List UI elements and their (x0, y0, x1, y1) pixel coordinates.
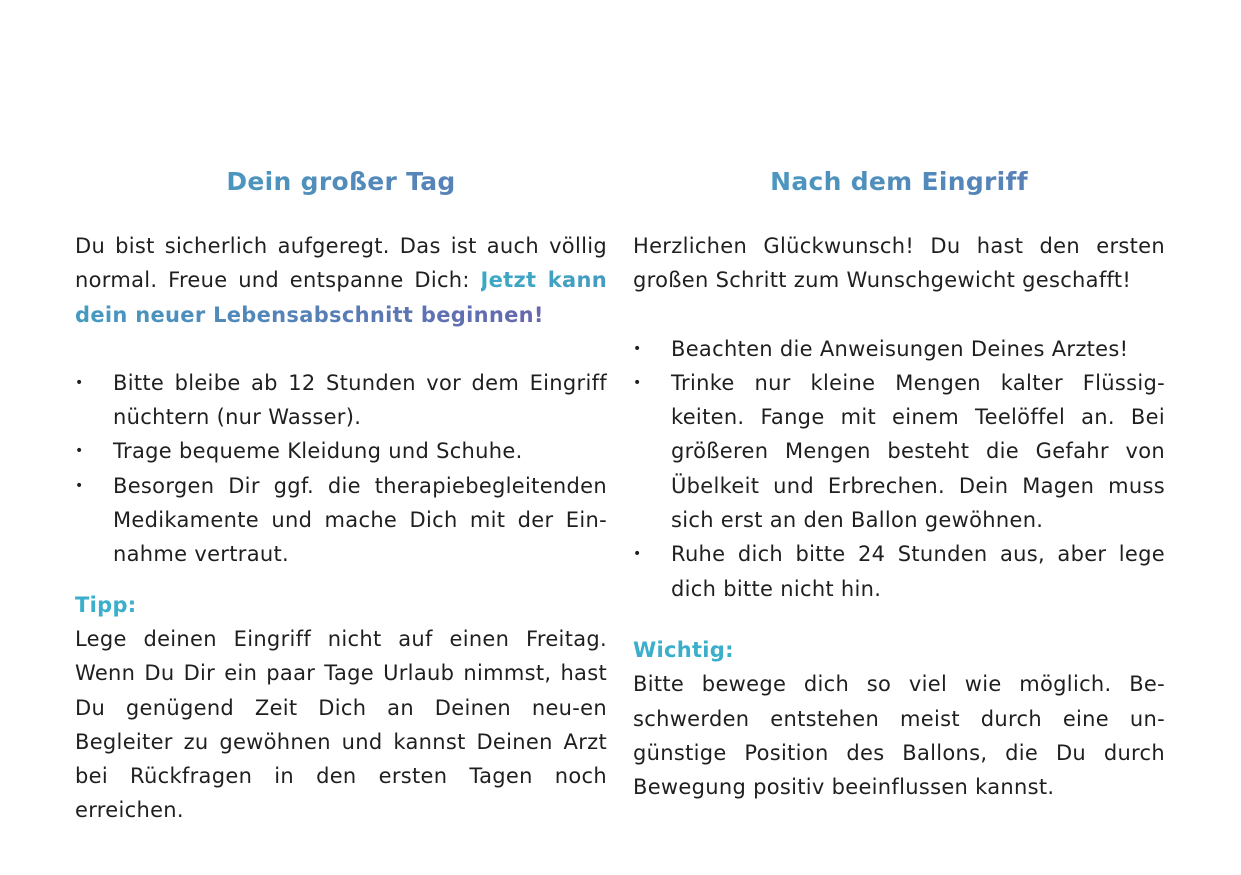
right-bullet-list (633, 332, 1165, 606)
list-item-text: Beachten die Anweisungen Deines Arztes! (671, 336, 1129, 361)
right-column (633, 162, 1165, 804)
left-intro-text: Du bist sicherlich aufgeregt. Das ist auch völlig normal. Freue und entspanne Dich: (75, 234, 607, 293)
bullet-icon: • (633, 340, 642, 357)
right-intro: Herzlichen Glückwunsch! Du hast den ersten großen Schritt zum Wunschgewicht geschafft! (633, 234, 1165, 293)
right-column-title: Nach dem Eingriff (633, 162, 1165, 202)
list-item-text: Besorgen Dir ggf. die therapiebegleitenden Medikamente und mache Dich mit der Ein-nahme vertraut. (113, 473, 607, 567)
list-item-text: Ruhe dich bitte 24 Stunden aus, aber lege dich bitte nicht hin. (671, 542, 1165, 601)
bullet-icon: • (633, 374, 642, 391)
important-text: Bitte bewege dich so viel wie möglich. Be-schwerden entstehen meist durch eine un-günstige Position des Ballons, die Du durch Bewegung positiv beeinflussen kannst. (633, 672, 1165, 800)
list-item (633, 332, 1165, 366)
left-intro (75, 229, 607, 332)
list-item (633, 537, 1165, 606)
spacer (633, 298, 1165, 332)
list-item (633, 366, 1165, 537)
bullet-icon: • (75, 374, 84, 391)
left-column-title: Dein großer Tag (75, 162, 607, 202)
bullet-icon: • (75, 443, 84, 460)
left-column (75, 162, 607, 828)
bullet-icon: • (75, 477, 84, 494)
tip-text: Lege deinen Eingriff nicht auf einen Freitag. Wenn Du Dir ein paar Tage Urlaub nimmst, hast Du genügend Zeit Dich an Deinen neu-en Begleiter zu gewöhnen und kannst Deinen Arzt bei Rückfragen in den ersten Tagen noch erreichen. (75, 626, 607, 823)
list-item (75, 434, 607, 468)
important-label: Wichtig: (633, 637, 734, 662)
left-bullet-list (75, 366, 607, 572)
spacer (75, 332, 607, 366)
left-intro-highlight: Jetzt kann dein neuer Lebensabschnitt beginnen! (75, 268, 607, 327)
tip-label: Tipp: (75, 592, 137, 617)
list-item-text: Trinke nur kleine Mengen kalter Flüssig-keiten. Fange mit einem Teelöffel an. Bei größeren Mengen besteht die Gefahr von Übelkeit und Erbrechen. Dein Magen muss sich erst an den Ballon gewöhnen. (671, 370, 1165, 533)
list-item (75, 366, 607, 435)
list-item-text: Trage bequeme Kleidung und Schuhe. (113, 439, 523, 464)
bullet-icon: • (633, 546, 642, 563)
list-item-text: Bitte bleibe ab 12 Stunden vor dem Eingriff nüchtern (nur Wasser). (113, 370, 607, 430)
list-item (75, 469, 607, 572)
